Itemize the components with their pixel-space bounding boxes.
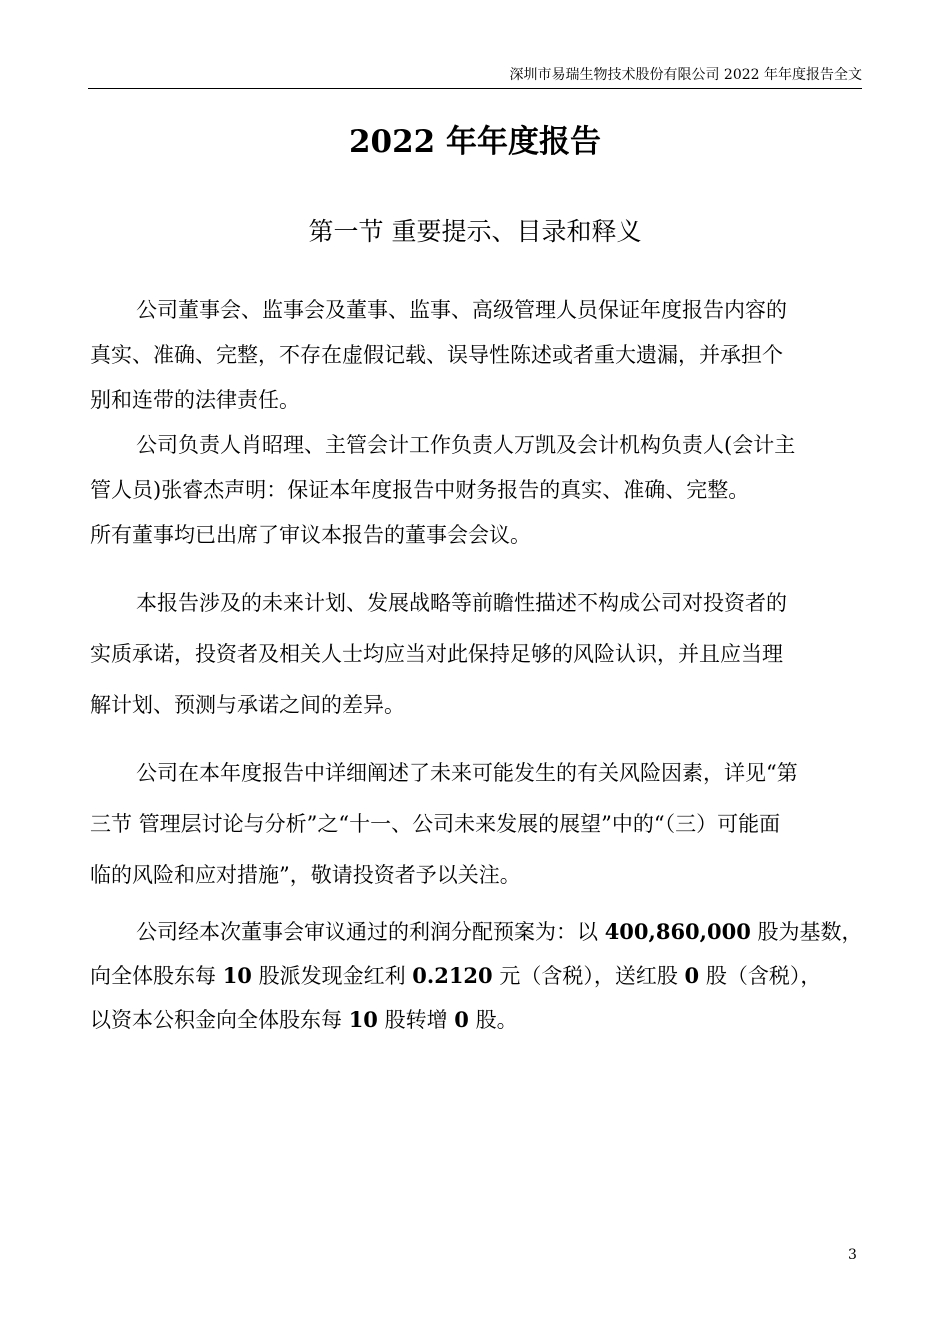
text-segment: 股派发现金红利 bbox=[251, 964, 413, 988]
per-share-unit: 10 bbox=[348, 1007, 378, 1032]
header-company-report-title: 深圳市易瑞生物技术股份有限公司 2022 年年度报告全文 bbox=[509, 67, 862, 83]
paragraph-line bbox=[90, 954, 862, 998]
paragraph-line: 所有董事均已出席了审议本报告的董事会会议。 bbox=[90, 523, 531, 547]
report-title bbox=[88, 118, 862, 166]
paragraph-line: 公司负责人肖昭理、主管会计工作负责人万凯及会计机构负责人(会计主 bbox=[136, 433, 796, 457]
report-title-year: 2022 bbox=[348, 124, 436, 160]
paragraph-line: 三节 管理层讨论与分析”之“十一、公司未来发展的展望”中的“（三）可能面 bbox=[90, 812, 781, 836]
paragraph-profit-distribution bbox=[90, 910, 862, 1042]
text-segment: 股为基数， bbox=[750, 920, 863, 944]
paragraph-line: 公司在本年度报告中详细阐述了未来可能发生的有关风险因素，详见“第 bbox=[136, 761, 798, 785]
section-heading: 第一节 重要提示、目录和释义 bbox=[308, 217, 642, 246]
bonus-shares: 0 bbox=[684, 963, 700, 988]
text-segment: 向全体股东每 bbox=[90, 964, 223, 988]
paragraph-line bbox=[90, 998, 862, 1042]
text-segment: 股。 bbox=[468, 1008, 518, 1032]
paragraph-line bbox=[90, 910, 862, 954]
capitalization-shares: 0 bbox=[454, 1007, 469, 1032]
cash-dividend-amount: 0.2120 bbox=[412, 963, 493, 988]
paragraph-risk-factors bbox=[90, 748, 862, 901]
paragraph-line: 解计划、预测与承诺之间的差异。 bbox=[90, 693, 405, 717]
paragraph-line: 本报告涉及的未来计划、发展战略等前瞻性描述不构成公司对投资者的 bbox=[136, 591, 787, 615]
paragraph-line: 管人员)张睿杰声明：保证本年度报告中财务报告的真实、准确、完整。 bbox=[90, 478, 750, 502]
page-header bbox=[88, 64, 862, 89]
paragraph-line: 真实、准确、完整，不存在虚假记载、误导性陈述或者重大遗漏，并承担个 bbox=[90, 343, 783, 367]
text-segment: 以资本公积金向全体股东每 bbox=[90, 1008, 349, 1032]
text-segment: 股（含税）， bbox=[699, 964, 822, 988]
paragraph-line: 别和连带的法律责任。 bbox=[90, 388, 300, 412]
report-title-text: 年年度报告 bbox=[435, 124, 602, 160]
page-number: 3 bbox=[848, 1247, 857, 1263]
text-segment: 元（含税），送红股 bbox=[492, 964, 685, 988]
paragraph-board-guarantee bbox=[90, 288, 862, 423]
paragraph-line: 临的风险和应对措施”，敬请投资者予以关注。 bbox=[90, 863, 521, 887]
base-share-count: 400,860,000 bbox=[604, 919, 751, 944]
paragraph-responsible-persons-statement bbox=[90, 423, 862, 513]
text-segment: 公司经本次董事会审议通过的利润分配预案为：以 bbox=[136, 920, 605, 944]
text-segment: 股转增 bbox=[377, 1008, 455, 1032]
paragraph-directors-attendance bbox=[90, 513, 862, 558]
paragraph-forward-looking bbox=[90, 578, 862, 731]
paragraph-line: 实质承诺，投资者及相关人士均应当对此保持足够的风险认识，并且应当理 bbox=[90, 642, 783, 666]
per-share-unit: 10 bbox=[222, 963, 252, 988]
paragraph-line: 公司董事会、监事会及董事、监事、高级管理人员保证年度报告内容的 bbox=[136, 298, 787, 322]
